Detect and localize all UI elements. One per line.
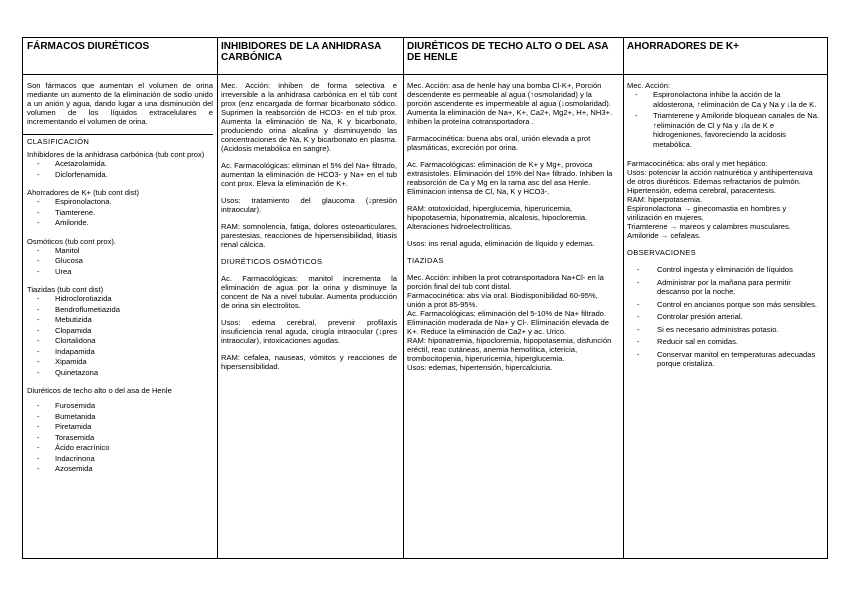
observaciones-list	[627, 265, 823, 369]
list-item: - Tiamterene.	[27, 208, 213, 219]
mec-accion-text: Mec. Acción: inhiben de forma selectiva e irreversible a la anhidrasa carbónica en el túb cont prox (enz encargada de formar bicarbonato sódico. Suprimen la reabsorción de HCO3- en el tub prox. Aumenta la eliminación de Na, K y bicarbonato, produciendo orina alcalina y disminuyendo las concentraciones de Na, K y bicarbonato en plasma. (Acidosis metabólica en sangre).	[221, 81, 397, 153]
tz-mec-accion-text: Mec. Acción: inhiben la prot cotransportadora Na+Cl- en la porción final del tub cont distal.	[407, 273, 604, 291]
ram-text: RAM: hiperpotasemia.	[627, 195, 703, 204]
column-ahorradores-k	[627, 81, 823, 377]
list-item: - Control en ancianos porque son más sensibles.	[627, 300, 823, 310]
osm-usos-text: Usos: edema cerebral, prevenir profilaxis insuficiencia renal aguda, cirugía intraocular (↓pres intraocular), intoxicaciones agudas.	[221, 318, 397, 345]
list-item: - Controlar presión arterial.	[627, 312, 823, 322]
list-item: - Indapamida	[27, 347, 213, 358]
observaciones-title: OBSERVACIONES	[627, 248, 697, 257]
list-ahorradores	[27, 197, 213, 229]
header-ahorradores-k: AHORRADORES DE K+	[627, 41, 739, 52]
list-item: - Torasemida	[27, 433, 213, 444]
farmacocinetica-text: Farmacocinética: abs oral y met hepático.	[627, 159, 768, 168]
column-divider	[403, 38, 404, 558]
tiazidas-section-title: TIAZIDAS	[407, 256, 444, 265]
list-item: - Administrar por la mañana para permitir descanso por la noche.	[627, 278, 823, 297]
tz-ram-text: RAM: hiponatremia, hipocloremia, hipopotasemia, disfunción eréctil, reac cutáneas, anemia hemolítica, ictericia, trombocitopenia, hiperuricemia, hiperglucemia.	[407, 336, 612, 363]
column-inhibidores-anhidrasa	[221, 81, 397, 379]
ram-text: RAM: ototoxicidad, hiperglucemia, hiperuricemia, hipopotasemia, hiponatremia, alcalosis, hipocloremia. Alteraciones hidroelectrolíticas.	[407, 204, 588, 231]
header-diureticos-techo-alto: DIURÉTICOS DE TECHO ALTO O DEL ASA DE HENLE	[407, 41, 609, 63]
osm-ram-text: RAM: cefalea, nauseas, vómitos y reacciones de hipersensibilidad.	[221, 353, 397, 371]
ram-triamterene-text: Triamterene → mareos y calambres musculares.	[627, 222, 791, 231]
header-inhibidores-anhidrasa: INHIBIDORES DE LA ANHIDRASA CARBÓNICA	[221, 41, 382, 63]
group-title-anhidrasa: Inhibidores de la anhidrasa carbónica (tub cont prox)	[27, 150, 205, 159]
column-techo-alto	[407, 81, 617, 372]
group-title-osmoticos: Osmóticos (tub cont prox).	[27, 236, 117, 246]
mec-accion-list	[627, 90, 823, 149]
list-item: - Manitol	[27, 246, 213, 257]
group-title-techo-alto: Diuréticos de techo alto o del asa de Henle	[27, 386, 172, 395]
list-item: - Xipamida	[27, 357, 213, 368]
mec-accion-title: Mec. Acción:	[627, 81, 671, 90]
tz-ac-farmacologicas-text: Ac. Farmacológicas: eliminación del 5-10% de Na+ filtrado. Eliminación moderada de Na+ y Cl-. Eliminación elevada de K+. Reduce la eliminación de Ca2+ y ac. Urico.	[407, 309, 609, 336]
list-item: - Hidroclorotiazida	[27, 294, 213, 305]
list-item: - Piretamida	[27, 422, 213, 433]
list-item: - Clopamida	[27, 326, 213, 337]
ac-farmacologicas-text: Ac. Farmacológicas: eliminación de K+ y Mg+, provoca extrasistoles. Eliminación del 15% del Na+ filtrado. Inhiben la reabsorción de Ca y Mg en la rama asc del asa Henle. Eliminacion intensa de Cl, Na, K y HCO3-.	[407, 160, 613, 196]
farmacocinetica-text: Farmacocinética: buena abs oral, unión elevada a prot plasmáticas, excreción por orina.	[407, 134, 591, 152]
list-item: - Bendroflumetiazida	[27, 305, 213, 316]
osm-ac-farmacologicas-text: Ac. Farmacológicas: manitol incrementa la eliminación de agua por la orina y disminuye la concent de Na a nivel tubular. Aumenta producción de orina sin electrolitos.	[221, 274, 397, 310]
list-item: - Ácido eracrínico	[27, 443, 213, 454]
list-item: - Mebutizida	[27, 315, 213, 326]
usos-text: Usos: ins renal aguda, eliminación de líquido y edemas.	[407, 239, 595, 248]
clasificacion-title: CLASIFICACIÓN	[23, 134, 213, 146]
usos-text: Usos: tratamiento del glaucoma (↓presión intraocular).	[221, 196, 397, 214]
list-item: - Reducir sal en comidas.	[627, 337, 823, 347]
list-item: - Bumetanida	[27, 412, 213, 423]
list-item: - Quinetazona	[27, 368, 213, 379]
list-item: - Clortalidona	[27, 336, 213, 347]
ram-text: RAM: somnolencia, fatiga, dolores osteoarticulares, parestesias, reacciones de hipersensibilidad, litiasis renal cálcica.	[221, 222, 397, 249]
list-item: - Azosemida	[27, 464, 213, 475]
column-divider	[217, 38, 218, 558]
ram-amiloride-text: Amiloride → cefaleas.	[627, 231, 701, 240]
column-divider	[623, 38, 624, 558]
ram-espironolactona-text: Espironolactona → ginecomastia en hombres y virilización en mujeres.	[627, 204, 787, 222]
list-item: - Glucosa	[27, 256, 213, 267]
list-item: - Furosemida	[27, 401, 213, 412]
header-farmacos-diureticos: FÁRMACOS DIURÉTICOS	[27, 41, 150, 52]
list-item: - Urea	[27, 267, 213, 278]
group-title-ahorradores: Ahorradores de K+ (tub cont dist)	[27, 188, 140, 197]
list-item: - Triamterene y Amiloride bloquean canales de Na. ↑eliminación de Cl y Na y ↓la de K e hidrogeniones, favoreciendo la acidosis metabólica.	[627, 111, 823, 149]
list-item: - Espironolactona inhibe la acción de la aldosterona, ↑eliminación de Ca y Na y ↓la de K.	[627, 90, 823, 109]
list-item: - Control ingesta y eliminación de líquidos	[627, 265, 823, 275]
column-farmacos-diureticos	[27, 81, 213, 483]
list-anhidrasa	[27, 159, 213, 180]
list-item: - Espironolactona.	[27, 197, 213, 208]
group-title-tiazidas: Tiazidas (tub cont dist)	[27, 285, 104, 294]
header-divider	[23, 74, 827, 75]
usos-text: Usos: potenciar la acción natriurética y antihipertensiva de otros diuréticos. Edemas refractarios de pulmón. Hipertensión, edema cerebral, paracentesis.	[627, 168, 813, 195]
list-item: - Conservar manitol en temperaturas adecuadas porque cristaliza.	[627, 350, 823, 369]
mec-accion-text: Mec. Acción: asa de henle hay una bomba Cl-K+, Porción descendente es permeable al agua (↑osmolaridad) y la porción ascendente es impermeable al agua (↓osmolaridad). Aumenta la eliminación de Na+, K+, Ca2+, Mg2+, H+, NH3+. Inhiben la proteína cotransportadora .	[407, 81, 613, 126]
list-item: - Amiloride.	[27, 218, 213, 229]
list-item: - Si es necesario administras potasio.	[627, 325, 823, 335]
list-osmoticos	[27, 246, 213, 278]
tz-usos-text: Usos: edemas, hipertensión, hipercalciuria.	[407, 363, 553, 372]
list-item: - Indacrinona	[27, 454, 213, 465]
intro-text: Son fármacos que aumentan el volumen de orina mediante un aumento de la eliminación de sodio unido a un anión y agua, dando lugar a una disminución del volumen de los líquidos extracelulares e incrementando el volumen de orina.	[27, 81, 213, 126]
list-tiazidas	[27, 294, 213, 378]
tz-farmacocinetica-text: Farmacocinética: abs vía oral. Biodisponibilidad 60-95%, unión a prot 85-95%.	[407, 291, 598, 309]
list-techo-alto	[27, 401, 213, 475]
osmoticos-section-title: DIURÉTICOS OSMÓTICOS	[221, 257, 323, 266]
list-item: - Diclorfenamida.	[27, 170, 213, 181]
diuretics-table	[22, 37, 828, 559]
list-item: - Acetazolamida.	[27, 159, 213, 170]
ac-farmacologicas-text: Ac. Farmacológicas: eliminan el 5% del Na+ filtrado, aumentan la eliminación de HCO3- y Na+ en el tub cont prox. Eleva la eliminación de K+.	[221, 161, 397, 188]
